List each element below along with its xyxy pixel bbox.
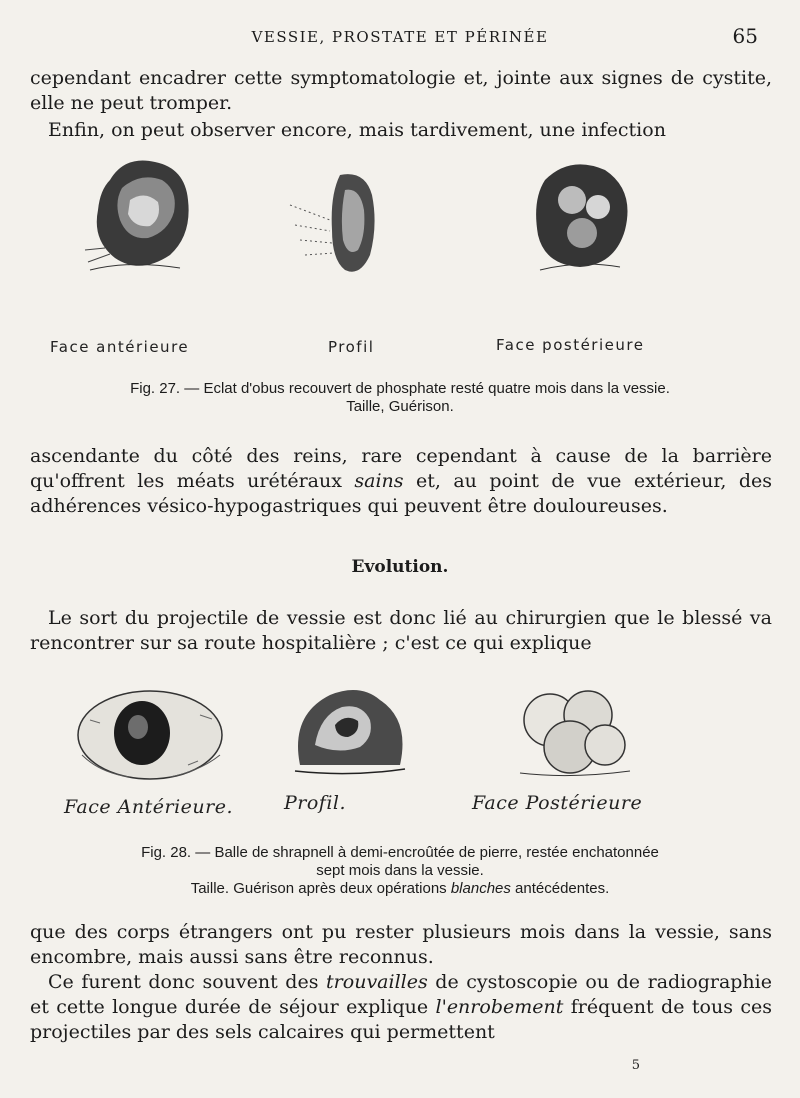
running-head (30, 22, 770, 52)
paragraph-6-emphasis-2: l'enrobement (435, 996, 564, 1018)
fig28-caption-line1: Fig. 28. — Balle de shrapnell à demi-encroûtée de pierre, restée enchatonnée (141, 844, 659, 861)
paragraph-4 (30, 606, 772, 656)
fig28-back-illustration (490, 675, 650, 785)
paragraph-1-text: cependant encadrer cette symptomatologie et, jointe aux signes de cystite, elle ne peut tromper. (30, 67, 772, 114)
figure-27 (30, 150, 770, 380)
fig28-label-front: Face Antérieure. (64, 796, 233, 818)
paragraph-5-text: que des corps étrangers ont pu rester plusieurs mois dans la vessie, sans encombre, mais aussi sans être reconnus. (30, 921, 772, 968)
page-number: 65 (732, 24, 758, 48)
fig27-caption-line1: Fig. 27. — Eclat d'obus recouvert de phosphate resté quatre mois dans la vessie. (130, 380, 670, 397)
fig27-profile-illustration (280, 165, 420, 285)
fig28-caption-line3-b: antécédentes. (510, 880, 610, 897)
fig28-caption-line2: sept mois dans la vessie. (316, 862, 484, 879)
paragraph-1 (30, 66, 772, 116)
paragraph-3-emphasis: sains (354, 470, 404, 492)
fig27-label-back: Face postérieure (496, 336, 645, 354)
paragraph-3-text-a: ascendante du côté des reins, rare cependant à cause de la barrière qu'offrent les méats urétéraux (30, 445, 772, 492)
fig27-label-profile: Profil (328, 338, 375, 356)
paragraph-4-text: Le sort du projectile de vessie est donc lié au chirurgien que le blessé va rencontrer sur sa route hospitalière ; c'est ce qui explique (30, 607, 772, 654)
paragraph-3 (30, 444, 772, 519)
paragraph-6-emphasis-1: trouvailles (326, 971, 428, 993)
paragraph-6-text-c: fréquent de tous ces projectiles par des sels calcaires qui permettent (30, 996, 772, 1043)
fig28-caption-line3-a: Taille. Guérison après deux opérations (190, 880, 451, 897)
fig28-profile-illustration (280, 675, 420, 785)
paragraph-6-text-b: de cystoscopie ou de radiographie et cette longue durée de séjour explique (30, 971, 772, 1018)
fig28-label-back: Face Postérieure (472, 792, 643, 814)
signature-mark: 5 (631, 1058, 640, 1073)
paragraph-2-text: Enfin, on peut observer encore, mais tardivement, une infection (48, 119, 666, 141)
fig27-front-illustration (70, 150, 220, 280)
fig27-caption (30, 380, 770, 416)
fig28-caption (30, 844, 770, 898)
paragraph-6-text-a: Ce furent donc souvent des (48, 971, 327, 993)
section-heading: Evolution. (351, 557, 449, 577)
paragraph-2 (30, 118, 772, 143)
fig27-caption-line2: Taille, Guérison. (346, 398, 454, 415)
fig27-label-front: Face antérieure (50, 338, 190, 356)
figure-28 (30, 670, 770, 820)
fig28-label-profile: Profil. (284, 792, 347, 814)
fig28-caption-emphasis: blanches (450, 880, 511, 897)
fig27-back-illustration (510, 155, 650, 280)
paragraph-6 (30, 970, 772, 1045)
fig28-caption-line3 (30, 880, 770, 898)
fig28-front-illustration (70, 685, 230, 785)
running-title: VESSIE, PROSTATE ET PÉRINÉE (251, 28, 549, 46)
paragraph-5 (30, 920, 772, 970)
paragraph-3-text-b: et, au point de vue extérieur, des adhérences vésico-hypogastriques qui peuvent être douloureuses. (30, 470, 772, 517)
